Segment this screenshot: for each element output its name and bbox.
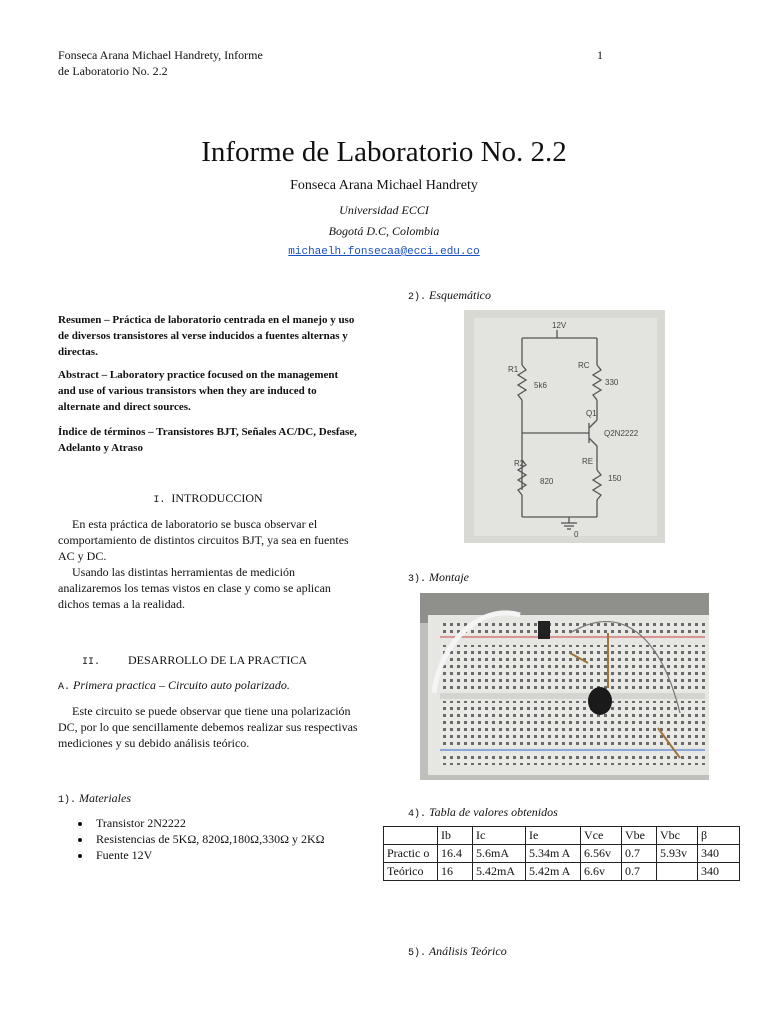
page-number: 1 bbox=[597, 48, 603, 62]
breadboard-image bbox=[420, 593, 709, 780]
index-terms: Índice de términos – Transistores BJT, Señales AC/DC, Desfase, Adelanto y Atraso bbox=[58, 426, 357, 454]
breadboard-photo bbox=[420, 593, 709, 780]
table-cell: 0.7 bbox=[622, 863, 657, 881]
circuit-schematic bbox=[464, 310, 665, 543]
item-number: 5). bbox=[408, 948, 427, 959]
item-label: Tabla de valores obtenidos bbox=[429, 805, 558, 819]
item-label: Materiales bbox=[79, 791, 132, 805]
table-header-row bbox=[384, 827, 740, 845]
table-header-cell: Vce bbox=[581, 827, 622, 845]
label-q1-value: Q2N2222 bbox=[604, 429, 639, 438]
table-cell bbox=[657, 863, 698, 881]
abstract-en: Abstract – Laboratory practice focused on the management and use of various transistors when they are induced to alternate and direct sources. bbox=[58, 369, 339, 413]
table-cell: 5.93v bbox=[657, 845, 698, 863]
label-r2: R2 bbox=[514, 459, 525, 468]
label-ground: 0 bbox=[574, 530, 579, 539]
table-header-cell: Vbc bbox=[657, 827, 698, 845]
intro-paragraph-1: En esta práctica de laboratorio se busca observar el comportamiento de distintos circuitos BJT, ya sea en fuentes AC y DC. bbox=[58, 517, 349, 563]
table-header-cell: Ie bbox=[526, 827, 581, 845]
list-item: • Fuente 12V bbox=[92, 847, 382, 863]
label-vcc: 12V bbox=[552, 321, 567, 330]
label-re: RE bbox=[582, 457, 594, 466]
table-cell: 5.34m A bbox=[526, 845, 581, 863]
item-label: Montaje bbox=[429, 570, 470, 584]
city: Bogotá D.C, Colombia bbox=[328, 224, 440, 238]
table-header-cell: Ib bbox=[438, 827, 473, 845]
table-cell: Practic o bbox=[384, 845, 438, 863]
schematic-photo bbox=[464, 310, 665, 543]
values-table bbox=[383, 826, 740, 881]
item-number: 2). bbox=[408, 292, 427, 303]
university: Universidad ECCI bbox=[339, 203, 429, 217]
label-rc-value: 330 bbox=[605, 378, 619, 387]
table-cell: 6.6v bbox=[581, 863, 622, 881]
materials-heading bbox=[58, 791, 131, 806]
materials-list bbox=[62, 815, 382, 863]
label-r1: R1 bbox=[508, 365, 519, 374]
email-link[interactable]: michaelh.fonsecaa@ecci.edu.co bbox=[288, 246, 480, 258]
section-desarrollo-heading bbox=[82, 653, 307, 668]
subsection-number: A. bbox=[58, 682, 71, 693]
desarrollo-paragraph: Este circuito se puede observar que tiene una polarización DC, por lo que sencillamente debemos realizar sus respectivas mediciones y su debido análisis teórico. bbox=[58, 704, 358, 750]
table-cell: 16 bbox=[438, 863, 473, 881]
section-title: DESARROLLO DE LA PRACTICA bbox=[128, 653, 308, 667]
table-cell: 340 bbox=[698, 845, 740, 863]
table-header-cell: Ic bbox=[473, 827, 526, 845]
table-row bbox=[384, 863, 740, 881]
table-cell: 16.4 bbox=[438, 845, 473, 863]
header-line-2: de Laboratorio No. 2.2 bbox=[58, 64, 168, 78]
paper-title: Informe de Laboratorio No. 2.2 bbox=[201, 136, 567, 168]
item-number: 3). bbox=[408, 574, 427, 585]
table-cell: Teórico bbox=[384, 863, 438, 881]
item-number: 1). bbox=[58, 795, 77, 806]
table-heading bbox=[408, 805, 558, 820]
running-header bbox=[58, 47, 263, 79]
table-header-cell bbox=[384, 827, 438, 845]
label-r2-value: 820 bbox=[540, 477, 554, 486]
subsection-title: Primera practica – Circuito auto polarizado. bbox=[73, 678, 290, 692]
section-intro-heading bbox=[58, 491, 358, 506]
label-r1-value: 5k6 bbox=[534, 381, 547, 390]
author-name: Fonseca Arana Michael Handrety bbox=[290, 178, 478, 193]
subsection-heading bbox=[58, 678, 290, 693]
label-q1: Q1 bbox=[586, 409, 597, 418]
schematic-heading bbox=[408, 288, 491, 303]
list-item: • Resistencias de 5KΩ, 820Ω,180Ω,330Ω y 2KΩ bbox=[92, 831, 382, 847]
section-number: II. bbox=[82, 657, 101, 668]
table-cell: 5.42mA bbox=[473, 863, 526, 881]
analisis-heading bbox=[408, 944, 507, 959]
intro-paragraph-2: Usando las distintas herramientas de medición analizaremos los temas vistos en clase y como se aplican dichos temas a la realidad. bbox=[58, 565, 331, 611]
table-cell: 0.7 bbox=[622, 845, 657, 863]
table-cell: 5.6mA bbox=[473, 845, 526, 863]
montaje-heading bbox=[408, 570, 469, 585]
header-line-1: Fonseca Arana Michael Handrety, Informe bbox=[58, 48, 263, 62]
label-rc: RC bbox=[578, 361, 590, 370]
label-re-value: 150 bbox=[608, 474, 622, 483]
item-label: Análisis Teórico bbox=[428, 944, 507, 958]
table-cell: 5.42m A bbox=[526, 863, 581, 881]
item-label: Esquemático bbox=[429, 288, 492, 302]
section-number: I. bbox=[153, 495, 166, 506]
table-row bbox=[384, 845, 740, 863]
table-cell: 340 bbox=[698, 863, 740, 881]
section-title: INTRODUCCION bbox=[171, 491, 263, 505]
table-header-cell: Vbe bbox=[622, 827, 657, 845]
table-cell: 6.56v bbox=[581, 845, 622, 863]
list-item: • Transistor 2N2222 bbox=[92, 815, 382, 831]
table-header-cell: β bbox=[698, 827, 740, 845]
item-number: 4). bbox=[408, 809, 427, 820]
resumen: Resumen – Práctica de laboratorio centrada en el manejo y uso de diversos transistores al verse inducidos a fuentes alternas y directas. bbox=[58, 314, 355, 358]
